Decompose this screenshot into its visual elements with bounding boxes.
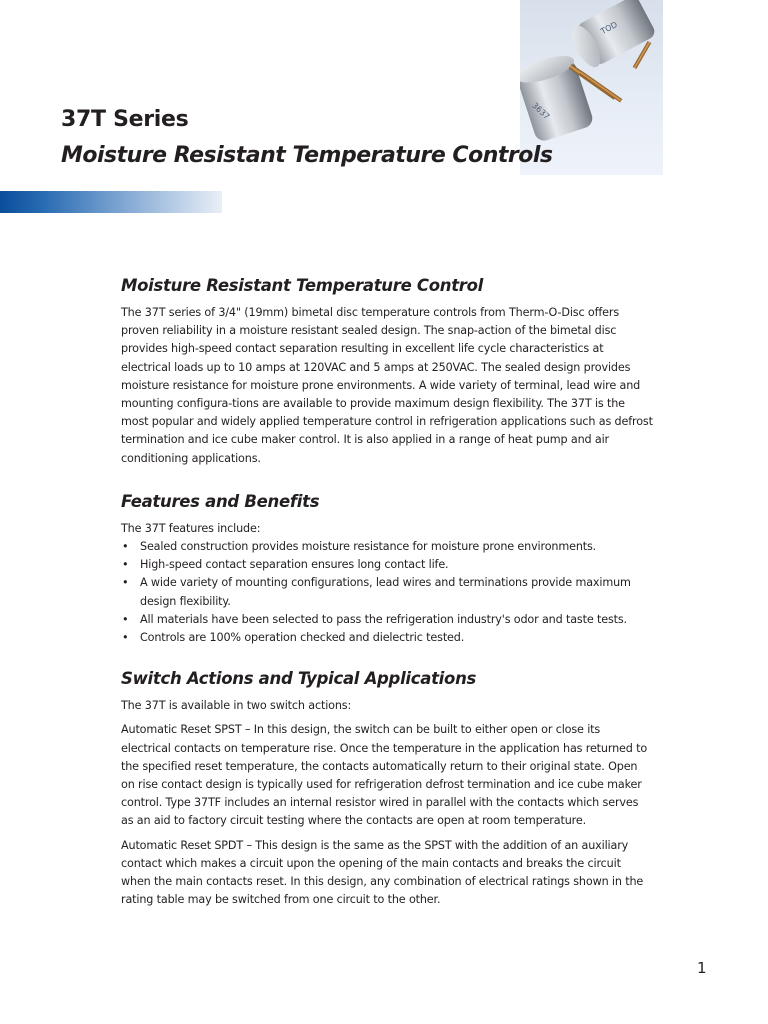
section-features bbox=[121, 492, 653, 647]
list-item: • High-speed contact separation ensures long contact life. bbox=[121, 556, 653, 574]
page-title: 37T Series bbox=[61, 107, 189, 132]
accent-bar bbox=[0, 191, 222, 213]
list-item: • Sealed construction provides moisture resistance for moisture prone environments. bbox=[121, 538, 653, 556]
section-paragraph: The 37T features include: bbox=[121, 521, 261, 535]
page-subtitle: Moisture Resistant Temperature Controls bbox=[61, 143, 553, 168]
svg-text:3637: 3637 bbox=[530, 100, 552, 122]
section-paragraph: Automatic Reset SPDT – This design is the same as the SPST with the addition of an auxiliary contact which makes a circuit upon the opening of the main contacts and breaks the circuit when the main contacts reset. In this design, any combination of electrical ratings shown in the rating table may be switched from one circuit to the other. bbox=[121, 838, 644, 907]
section-paragraph: The 37T is available in two switch actions: bbox=[121, 699, 352, 713]
main-content bbox=[121, 276, 653, 909]
list-item: • A wide variety of mounting configurations, lead wires and terminations provide maximum design flexibility. bbox=[121, 574, 653, 610]
section-switch-actions bbox=[121, 669, 653, 909]
section-paragraph: The 37T series of 3/4" (19mm) bimetal disc temperature controls from Therm-O-Disc offers proven reliability in a moisture resistant sealed design. The snap-action of the bimetal disc provides high-speed contact separation resulting in excellent life cycle characteristics at electrical loads up to 10 amps at 120VAC and 5 amps at 250VAC. The sealed design provides moisture resistance for moisture prone environments. A wide variety of terminal, lead wire and mounting configura-tions are available to provide maximum design flexibility. The 37T is the most popular and widely applied temperature control in refrigeration applications such as defrost termination and ice cube maker control. It is also applied in a range of heat pump and air conditioning applications. bbox=[121, 306, 653, 465]
svg-text:TOD: TOD bbox=[599, 20, 619, 37]
list-item: • Controls are 100% operation checked and dielectric tested. bbox=[121, 629, 653, 647]
section-heading: Features and Benefits bbox=[121, 491, 320, 511]
section-paragraph: Automatic Reset SPST – In this design, the switch can be built to either open or close its electrical contacts on temperature rise. Once the temperature in the application has returned to the specified reset temperature, the contacts automatically return to their original state. Open on rise contact design is typically used for refrigeration defrost termination and ice cube maker control. Type 37TF includes an internal resistor wired in parallel with the contacts which serves as an aid to factory circuit testing where the contacts are open at room temperature. bbox=[121, 723, 648, 828]
list-item: • All materials have been selected to pass the refrigeration industry's odor and taste tests. bbox=[121, 611, 653, 629]
page-number: 1 bbox=[697, 959, 707, 977]
section-intro bbox=[121, 276, 653, 468]
features-list bbox=[121, 538, 653, 647]
section-heading: Moisture Resistant Temperature Control bbox=[121, 276, 484, 295]
section-heading: Switch Actions and Typical Applications bbox=[121, 669, 477, 689]
